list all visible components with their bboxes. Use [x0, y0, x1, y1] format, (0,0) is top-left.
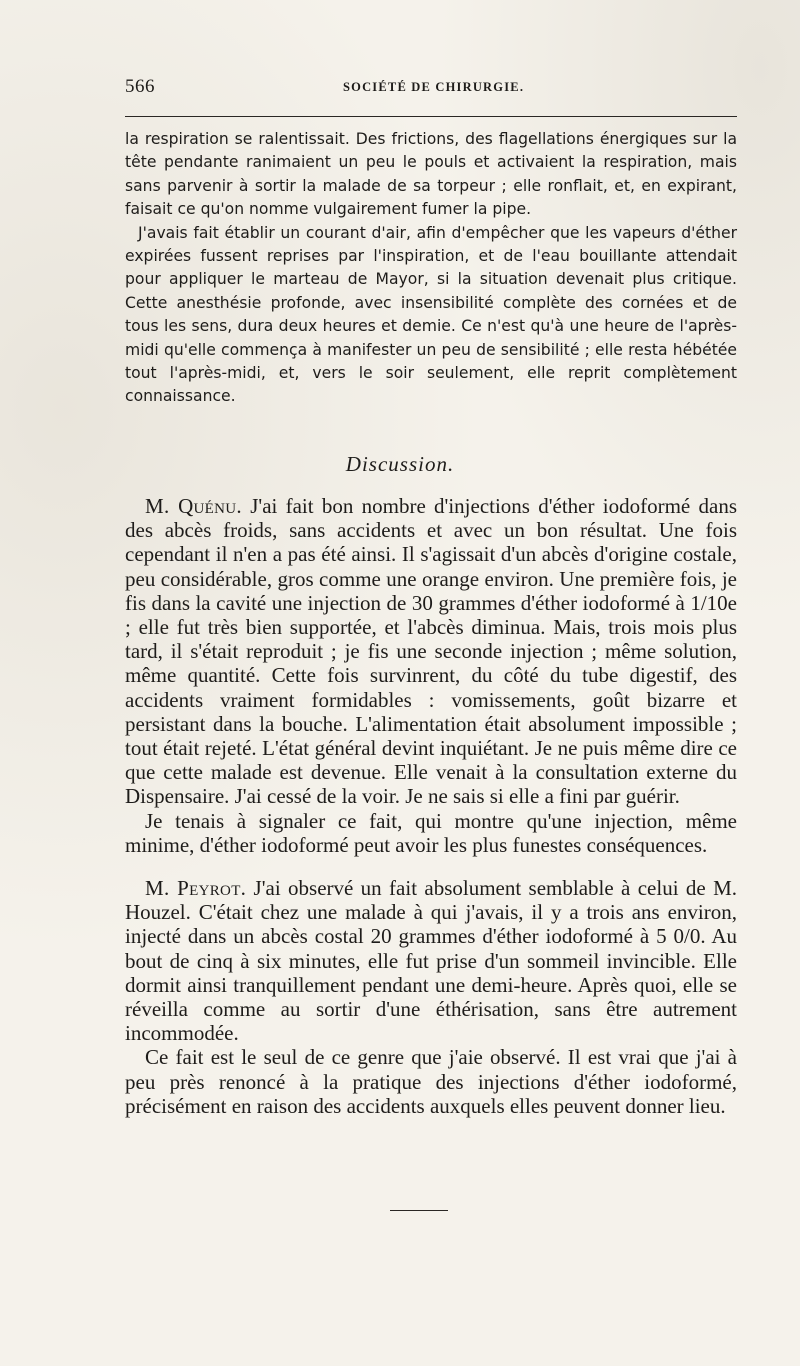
case-paragraph-2: J'avais fait établir un courant d'air, afin d'empêcher que les vapeurs d'éther expirées fussent reprises par l'inspiration, et de l'eau bouillante attendait pour appliquer le marteau de Mayor, si la situation devenait plus critique. Cette anesthésie profonde, avec insensibilité complète des cornées et de tous les sens, dura deux heures et demie. Ce n'est qu'à une heure de l'après-midi qu'elle commença à manifester un peu de sensibilité ; elle resta hébétée tout l'après-midi, et, vers le soir seulement, elle reprit complètement connaissance. — [125, 223, 737, 406]
case-paragraph-1: la respiration se ralentissait. Des frictions, des flagellations énergiques sur la tête pendante ranimaient un peu le pouls et activaient la respiration, mais sans parvenir à sortir la malade de sa torpeur ; elle ronflait, et, en expirant, faisait ce qu'on nomme vulgairement fumer la pipe. — [125, 130, 737, 219]
discussion-heading: Discussion. — [345, 452, 455, 476]
header-rule — [125, 116, 737, 117]
peyrot-statement: J'ai observé un fait absolument semblable à celui de M. Houzel. C'était chez une malade à qui j'avais, il y a trois ans environ, injecté dans un abcès costal 20 grammes d'éther iodoformé à 5 0/0. Au bout de cinq à six minutes, elle fut prise d'un sommeil invincible. Elle dormit ainsi tranquillement pendant une demi-heure. Après quoi, elle se réveilla comme au sortir d'une éthérisation, sans être autrement incommodée. — [125, 876, 737, 1046]
end-rule — [390, 1210, 448, 1211]
journal-title: SOCIÉTÉ DE CHIRURGIE. — [343, 80, 525, 94]
case-report-text — [125, 128, 737, 409]
peyrot-paragraph-1 — [125, 876, 737, 1045]
speaker-queny: M. Quénu. — [145, 494, 242, 518]
speaker-peyrot: M. Peyrot. — [145, 876, 247, 901]
running-head — [125, 76, 735, 102]
queny-paragraph-1 — [125, 494, 737, 809]
page-number: 566 — [125, 76, 155, 97]
queny-statement: J'ai fait bon nombre d'injections d'éther iodoformé dans des abcès froids, sans accidents et avec un bon résultat. Une fois cependant il n'en a pas été ainsi. Il s'agissait d'un abcès d'origine costale, peu considérable, gros comme une orange environ. Une première fois, je fis dans la cavité une injection de 30 grammes d'éther iodoformé à 1/10e ; elle fut très bien supportée, et l'abcès diminua. Mais, trois mois plus tard, il s'était reproduit ; je fis une seconde injection ; même solution, même quantité. Cette fois survinrent, du côté du tube digestif, des accidents vraiment formidables : vomissements, goût bizarre et persistant dans la bouche. L'alimentation était absolument impossible ; tout était rejeté. L'état général devint inquiétant. Je ne puis même dire ce que cette malade est devenue. Elle venait à la consultation externe du Dispensaire. J'ai cessé de la voir. Je ne sais si elle a fini par guérir. — [125, 494, 737, 809]
queny-paragraph-2: Je tenais à signaler ce fait, qui montre qu'une injection, même minime, d'éther iodoformé peut avoir les plus funestes conséquences. — [125, 808, 737, 857]
discussion-text — [125, 494, 737, 1118]
peyrot-paragraph-2: Ce fait est le seul de ce genre que j'aie observé. Il est vrai que j'ai à peu près renoncé à la pratique des injections d'éther iodoformé, précisément en raison des accidents auxquels elles peuvent donner lieu. — [125, 1045, 737, 1118]
